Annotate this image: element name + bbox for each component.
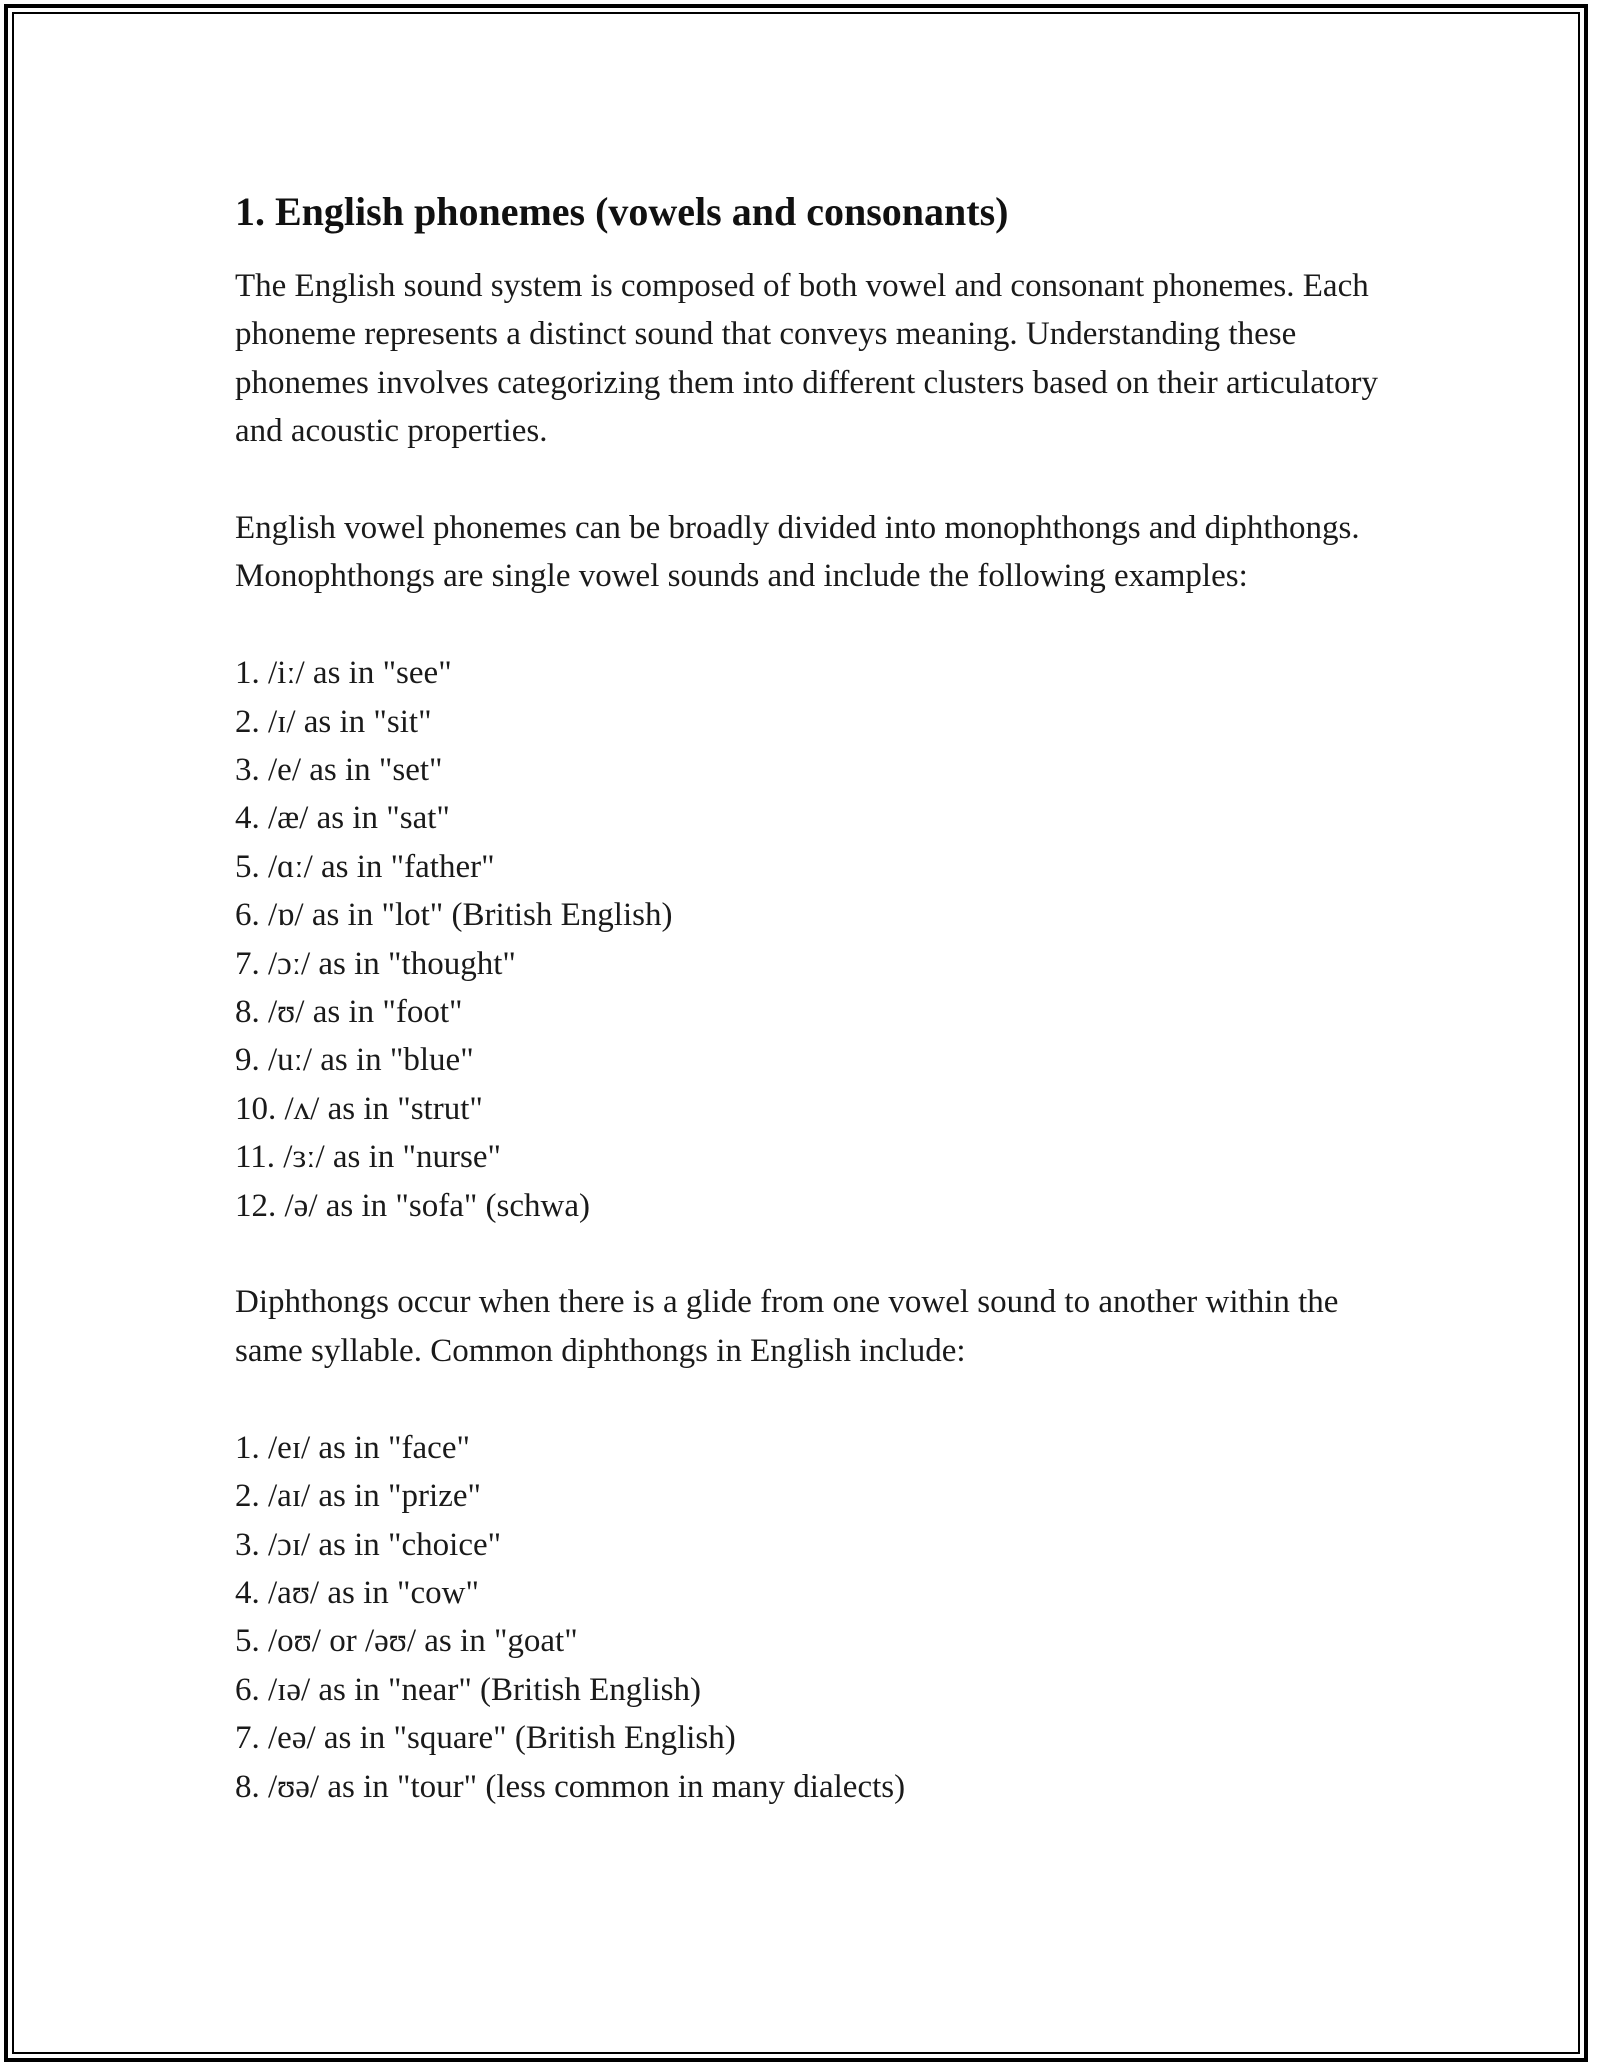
- paragraph-gap: [235, 1375, 1395, 1423]
- paragraph-gap: [235, 1230, 1395, 1278]
- list-item: 4. /æ/ as in "sat": [235, 800, 450, 837]
- intro-paragraph: The English sound system is composed of both vowel and consonant phonemes. Each phoneme represents a distinct sound that conveys meaning. Understanding these phonemes involves categorizing them into different clusters based on their articulatory and acoustic properties.: [235, 268, 1379, 450]
- diphthong-intro-paragraph: Diphthongs occur when there is a glide from one vowel sound to another within the same syllable. Common diphthongs in English include:: [235, 1284, 1339, 1369]
- list-item: 6. /ɒ/ as in "lot" (British English): [235, 897, 673, 934]
- list-item: 1. /eɪ/ as in "face": [235, 1429, 470, 1466]
- list-item: 4. /aʊ/ as in "cow": [235, 1574, 479, 1611]
- list-item: 1. /iː/ as in "see": [235, 655, 452, 692]
- list-item: 10. /ʌ/ as in "strut": [235, 1090, 483, 1127]
- document-content: [235, 188, 1395, 1811]
- list-item: 11. /ɜː/ as in "nurse": [235, 1139, 501, 1176]
- list-item: 9. /uː/ as in "blue": [235, 1042, 474, 1079]
- monophthong-intro-paragraph: English vowel phonemes can be broadly divided into monophthongs and diphthongs. Monophthongs are single vowel sounds and include the following examples:: [235, 510, 1360, 595]
- list-item: 3. /e/ as in "set": [235, 752, 443, 789]
- monophthong-list: [235, 649, 1395, 1230]
- list-item: 2. /aɪ/ as in "prize": [235, 1478, 481, 1515]
- list-item: 12. /ə/ as in "sofa" (schwa): [235, 1187, 591, 1224]
- list-item: 8. /ʊə/ as in "tour" (less common in many dialects): [235, 1768, 906, 1805]
- paragraph-gap: [235, 601, 1395, 649]
- list-item: 6. /ɪə/ as in "near" (British English): [235, 1671, 701, 1708]
- diphthong-list: [235, 1424, 1395, 1811]
- paragraph-gap: [235, 456, 1395, 504]
- list-item: 5. /ɑː/ as in "father": [235, 848, 495, 885]
- list-item: 3. /ɔɪ/ as in "choice": [235, 1526, 502, 1563]
- list-item: 2. /ɪ/ as in "sit": [235, 703, 432, 740]
- list-item: 8. /ʊ/ as in "foot": [235, 994, 463, 1031]
- list-item: 5. /oʊ/ or /əʊ/ as in "goat": [235, 1623, 578, 1660]
- list-item: 7. /eə/ as in "square" (British English): [235, 1720, 736, 1757]
- list-item: 7. /ɔː/ as in "thought": [235, 945, 516, 982]
- section-heading: 1. English phonemes (vowels and consonants): [235, 189, 1009, 234]
